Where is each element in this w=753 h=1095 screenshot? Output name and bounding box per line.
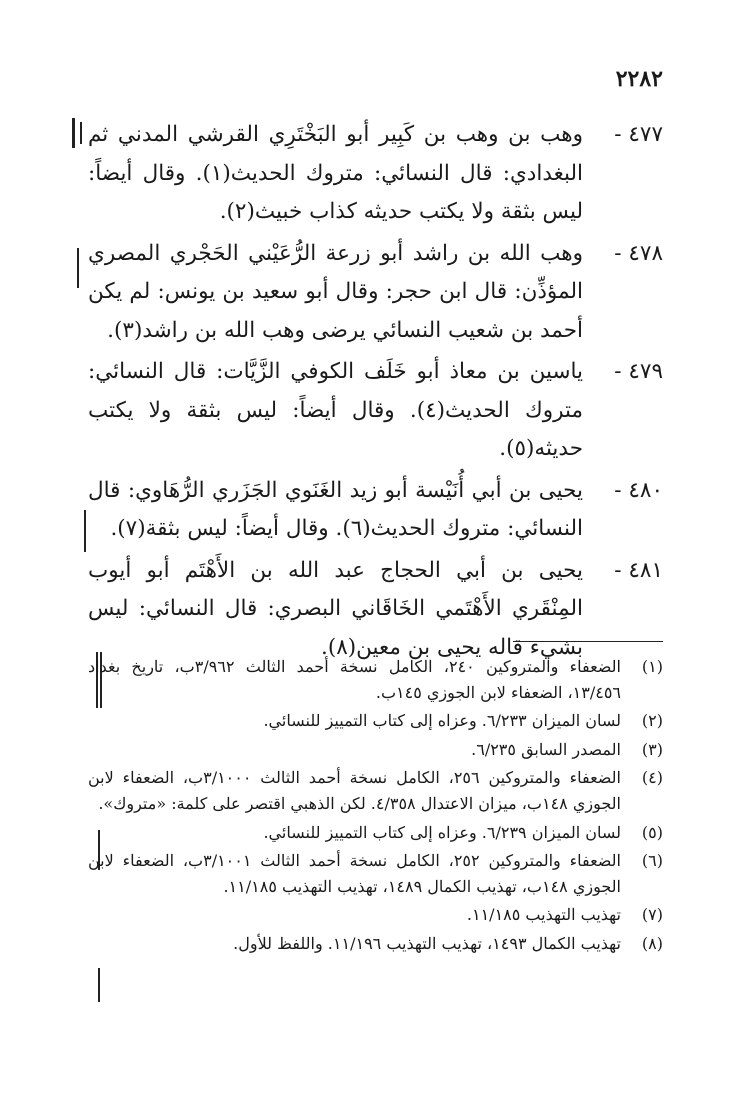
entry-480 <box>88 472 663 549</box>
footnote-number: (١) <box>641 657 663 676</box>
footnote <box>88 654 663 705</box>
margin-mark <box>77 248 79 288</box>
footnote-number: (٧) <box>641 905 663 925</box>
biography-entries <box>88 116 663 667</box>
footnote-text: تهذيب الكمال ١٤٩٣، تهذيب التهذيب ١١/١٩٦. واللفظ للأول. <box>233 933 621 953</box>
footnote-text: الضعفاء والمتروكين ٢٥٢، الكامل نسخة أحمد الثالث ٣/١٠٠١ب، الضعفاء لابن الجوزي ١٤٨ب، تهذيب الكمال ١٤٨٩، تهذيب التهذيب ١١/١٨٥. <box>88 851 622 896</box>
footnote <box>88 931 663 957</box>
margin-mark <box>80 122 82 144</box>
entry-479 <box>88 353 663 469</box>
footnote-text: المصدر السابق ٦/٢٣٥. <box>471 739 621 759</box>
entry-481 <box>88 552 663 668</box>
entry-text: وهب بن وهب بن كَبِير أبو البَخْتَرِي القرشي المدني ثم البغدادي: قال النسائي: متروك الحديث(١). وقال أيضاً: ليس بثقة ولا يكتب حديثه كذاب خبيث(٢). <box>88 122 583 224</box>
footnote-number: (٢) <box>641 711 663 731</box>
footnote-separator <box>513 641 663 642</box>
footnote <box>88 765 663 816</box>
entry-number: ٤٨٠ - <box>614 477 663 503</box>
entry-number: ٤٧٩ - <box>614 359 663 384</box>
margin-mark <box>72 118 75 148</box>
page-number: ٢٢٨٢ <box>615 66 663 92</box>
footnote-number: (٨) <box>641 933 663 953</box>
entry-text: وهب الله بن راشد أبو زرعة الرُّعَيْني الحَجْري المصري المؤذِّن: قال ابن حجر: وقال أبو سعيد بن يونس: لم يكن أحمد بن شعيب النسائي يرضى وهب الله بن راشد(٣). <box>88 240 583 343</box>
footnote <box>88 848 663 899</box>
footnote <box>88 902 663 928</box>
footnote-text: لسان الميزان ٦/٢٣٣. وعزاه إلى كتاب التمييز للنسائي. <box>263 711 621 731</box>
entry-text: يحيى بن أبي أُنَيْسة أبو زيد الغَنَوي الجَزَري الرُّهَاوي: قال النسائي: متروك الحديث(٦). وقال أيضاً: ليس بثقة(٧). <box>88 477 583 541</box>
footnotes <box>88 654 663 960</box>
footnote-number: (٥) <box>641 822 663 842</box>
footnote-number: (٤) <box>641 768 663 788</box>
footnote-text: تهذيب التهذيب ١١/١٨٥. <box>466 905 621 925</box>
margin-mark <box>98 968 100 1002</box>
entry-number: ٤٨١ - <box>614 557 663 583</box>
footnote-text: الضعفاء والمتروكين ٢٥٦، الكامل نسخة أحمد الثالث ٣/١٠٠٠ب، الضعفاء لابن الجوزي ١٤٨ب، ميزان الاعتدال ٤/٣٥٨. لكن الذهبي اقتصر على كلمة: «متروك». <box>88 768 622 813</box>
footnote-text: لسان الميزان ٦/٢٣٩. وعزاه إلى كتاب التمييز للنسائي. <box>263 822 621 842</box>
entry-text: يحيى بن أبي الحجاج عبد الله بن الأَهْتَم أبو أيوب المِنْقَري الأَهْتَمي الخَاقَاني البصري: قال النسائي: ليس بشيء قاله يحيى بن معين(٨). <box>88 557 583 660</box>
footnote-number: (٦) <box>641 851 663 871</box>
footnote-number: (٣) <box>641 739 663 759</box>
entry-number: ٤٧٨ - <box>614 240 663 266</box>
entry-text: ياسين بن معاذ أبو خَلَف الكوفي الزَّيَّات: قال النسائي: متروك الحديث(٤). وقال أيضاً: ليس بثقة ولا يكتب حديثه(٥). <box>88 359 583 461</box>
entry-number: ٤٧٧ - <box>614 122 663 147</box>
margin-mark <box>84 510 86 552</box>
footnote <box>88 737 663 763</box>
entry-477 <box>88 116 663 232</box>
footnote <box>88 708 663 734</box>
entry-478 <box>88 235 663 351</box>
footnote-text: الضعفاء والمتروكين ٢٤٠، الكامل نسخة أحمد الثالث ٣/٩٦٢ب، تاريخ بغداد ١٣/٤٥٦، الضعفاء لابن الجوزي ١٤٥ب. <box>88 657 621 702</box>
footnote <box>88 820 663 846</box>
